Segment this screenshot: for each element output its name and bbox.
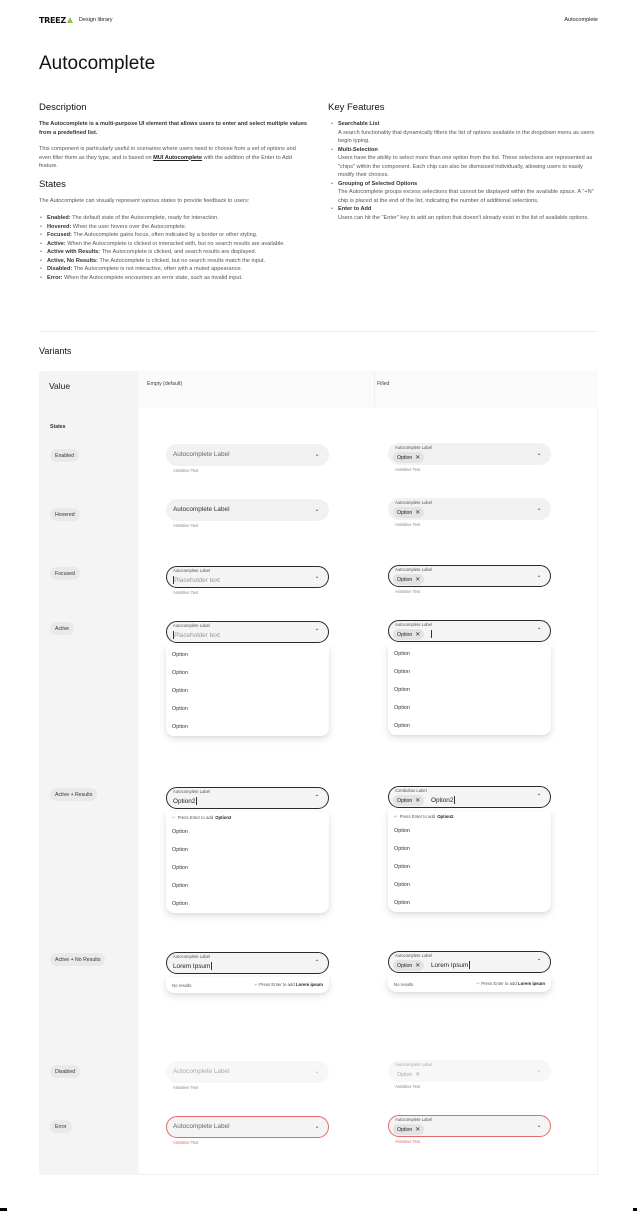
assistive-text: Assistive Text xyxy=(395,1084,421,1089)
enter-to-add-row[interactable] xyxy=(166,812,329,823)
states-list-item xyxy=(39,231,309,240)
brand[interactable] xyxy=(39,16,112,25)
state-pill-error: Error xyxy=(50,1120,72,1133)
option-chip xyxy=(393,1069,424,1080)
autocomplete-focused-empty[interactable] xyxy=(166,566,329,588)
description-body-text: This component is particularly useful in scenarios where users need to choose from a set of options and even filter them as they type, and is based on xyxy=(39,146,296,161)
state-term: Error: xyxy=(47,274,63,281)
states-intro: The Autocomplete can visually represent various states to provide feedback to users: xyxy=(39,197,250,204)
state-desc: When the user hovers over the Autocomplete. xyxy=(71,223,187,230)
variants-table xyxy=(39,371,598,1175)
description-column xyxy=(39,102,309,282)
enter-key-icon: ↵ xyxy=(394,813,398,819)
chip-label: Option xyxy=(397,576,413,583)
chip-label: Option xyxy=(397,962,413,969)
field-label: Autocomplete Label xyxy=(395,445,433,450)
state-pill-active-no-results: Active + No Results xyxy=(50,953,105,966)
autocomplete-enabled-filled[interactable] xyxy=(388,443,551,465)
autocomplete-hovered-empty[interactable] xyxy=(166,499,329,521)
states-list xyxy=(39,214,309,282)
feature-item xyxy=(328,146,598,180)
variants-heading: Variants xyxy=(39,346,72,356)
assistive-text: Assistive Text xyxy=(173,468,199,473)
field-label: Autocomplete Label xyxy=(173,1068,230,1075)
dropdown-option[interactable]: Option xyxy=(172,865,188,871)
feature-title: • Multi-Selection xyxy=(328,146,598,155)
assistive-text-error: Assistive Text xyxy=(173,1140,199,1145)
enter-to-add-row[interactable] xyxy=(476,981,545,987)
typed-value: Option2 xyxy=(173,797,196,805)
dropdown-option[interactable]: Option xyxy=(394,669,410,675)
state-term: Active, No Results: xyxy=(47,257,98,264)
dropdown-option[interactable]: Option xyxy=(172,670,188,676)
enter-key-icon: ↵ xyxy=(254,982,259,987)
no-results-row xyxy=(166,977,329,993)
enter-to-add-value: Lorem ipsum xyxy=(296,982,323,987)
option-chip[interactable] xyxy=(393,507,424,518)
chip-label: Option xyxy=(397,1071,413,1078)
no-results-text: No results xyxy=(394,981,414,987)
option-chip[interactable] xyxy=(393,960,424,971)
autocomplete-input[interactable] xyxy=(431,796,454,804)
typed-value: Lorem Ipsum xyxy=(431,961,469,969)
dropdown-option[interactable]: Option xyxy=(394,846,410,852)
key-features-heading: Key Features xyxy=(328,102,385,113)
feature-title: • Grouping of Selected Options xyxy=(328,180,598,189)
feature-desc: The Autocomplete groups excess selections that cannot be displayed within the available space. A "+N" chip is placed at the end of the list, indicating the number of additional selections. xyxy=(338,189,594,204)
state-desc: The default state of the Autocomplete, ready for interaction. xyxy=(70,215,219,221)
column-separator xyxy=(374,371,375,407)
text-cursor xyxy=(431,630,432,638)
options-dropdown xyxy=(166,812,329,913)
state-pill-disabled: Disabled xyxy=(50,1065,80,1078)
autocomplete-input[interactable] xyxy=(173,631,220,639)
option-chip[interactable] xyxy=(393,1124,424,1135)
close-icon[interactable]: ✕ xyxy=(415,509,421,516)
field-label: Autocomplete Label xyxy=(173,451,230,458)
assistive-text: Assistive Text xyxy=(173,1085,199,1090)
autocomplete-input[interactable] xyxy=(173,576,220,584)
close-icon: ✕ xyxy=(415,1071,421,1078)
text-cursor xyxy=(196,797,197,805)
chevron-down-icon[interactable]: ⌄ xyxy=(314,574,320,580)
autocomplete-active-no-results-empty[interactable] xyxy=(166,952,329,974)
no-results-text: No results xyxy=(172,982,192,988)
enter-to-add-prefix: Press Enter to add xyxy=(177,815,214,820)
enter-key-icon: ↵ xyxy=(172,814,176,820)
dropdown-option[interactable]: Option xyxy=(172,688,188,694)
field-label: Autocomplete Label xyxy=(173,789,211,794)
options-dropdown xyxy=(388,645,551,735)
dropdown-option[interactable]: Option xyxy=(394,705,410,711)
field-label: Autocomplete Label xyxy=(395,953,433,958)
chevron-down-icon[interactable]: ⌄ xyxy=(536,1123,542,1129)
state-term: Active with Results: xyxy=(47,249,101,255)
state-pill-active-results: Active + Results xyxy=(50,788,97,801)
text-cursor xyxy=(469,961,470,969)
state-term: Focused: xyxy=(47,232,72,238)
section-divider xyxy=(39,331,598,332)
feature-desc: A search functionality that dynamically filters the list of options available in the dropdown menu as users begin typing. xyxy=(338,129,595,144)
feature-item xyxy=(328,120,598,146)
corner-marker xyxy=(633,1208,637,1211)
autocomplete-focused-filled[interactable] xyxy=(388,565,551,587)
state-desc: The Autocomplete is clicked, and search results are displayed. xyxy=(100,249,257,255)
feature-item xyxy=(328,205,598,222)
chevron-up-icon[interactable]: ⌃ xyxy=(536,628,542,634)
assistive-text: Assistive Text xyxy=(173,523,199,528)
page-title: Autocomplete xyxy=(39,53,156,74)
column-header-filled: Filled xyxy=(377,381,390,387)
chip-label: Option xyxy=(397,631,413,638)
enter-to-add-value: Lorem ipsum xyxy=(518,981,545,986)
dropdown-option[interactable]: Option xyxy=(172,706,188,712)
field-label: Autocomplete Label xyxy=(173,954,211,959)
state-desc: The Autocomplete gains focus, often indicated by a border or other styling. xyxy=(71,232,258,238)
state-desc: The Autocomplete is not interactive, often with a muted appearance. xyxy=(72,266,243,272)
assistive-text: Assistive Text xyxy=(395,467,421,472)
text-cursor xyxy=(211,962,212,970)
enter-to-add-prefix: Press Enter to add xyxy=(259,982,295,987)
chevron-down-icon[interactable]: ⌄ xyxy=(536,451,542,457)
option-chip[interactable] xyxy=(393,574,424,585)
corner-marker xyxy=(0,1208,7,1211)
feature-item xyxy=(328,180,598,206)
field-label: Autocomplete Label xyxy=(395,500,433,505)
feature-title: • Searchable List xyxy=(328,120,598,129)
option-chip[interactable] xyxy=(393,795,424,806)
description-lead: The Autocomplete is a multi-purpose UI element that allows users to enter and select multiple values from a predefined list. xyxy=(39,121,308,136)
chevron-down-icon: ⌄ xyxy=(536,1068,542,1074)
chevron-down-icon[interactable]: ⌄ xyxy=(536,573,542,579)
value-column xyxy=(39,371,138,1175)
assistive-text: Assistive Text xyxy=(173,590,199,595)
key-features-column xyxy=(328,102,598,222)
dropdown-option[interactable]: Option xyxy=(172,847,188,853)
states-label: States xyxy=(50,424,66,430)
enter-to-add-value: Option2 xyxy=(437,814,454,819)
close-icon[interactable]: ✕ xyxy=(415,454,421,461)
chevron-down-icon[interactable]: ⌄ xyxy=(536,506,542,512)
chevron-up-icon[interactable]: ⌃ xyxy=(536,959,542,965)
dropdown-option[interactable]: Option xyxy=(394,723,410,729)
dropdown-option[interactable]: Option xyxy=(394,882,410,888)
logo-text: TREEZ xyxy=(39,15,66,25)
states-list-item xyxy=(39,214,309,223)
dropdown-option[interactable]: Option xyxy=(172,724,188,730)
enter-to-add-row[interactable] xyxy=(254,982,323,988)
states-heading: States xyxy=(39,178,66,190)
typed-value: Lorem Ipsum xyxy=(173,962,211,970)
assistive-text: Assistive Text xyxy=(395,589,421,594)
value-header: Value xyxy=(49,381,71,391)
field-label: Autocomplete Label xyxy=(395,1117,433,1122)
autocomplete-input[interactable] xyxy=(173,962,211,970)
dropdown-option[interactable]: Option xyxy=(394,687,410,693)
chevron-up-icon[interactable]: ⌃ xyxy=(536,794,542,800)
states-list-item xyxy=(39,248,309,257)
placeholder-text: Placeholder text xyxy=(174,576,220,584)
top-bar xyxy=(39,14,598,26)
state-desc: When the Autocomplete is clicked or interacted with, but no search results are available. xyxy=(65,240,285,247)
state-term: Enabled: xyxy=(47,215,71,221)
chevron-down-icon[interactable]: ⌄ xyxy=(314,452,320,458)
chevron-down-icon[interactable]: ⌄ xyxy=(314,1124,320,1130)
options-dropdown xyxy=(388,811,551,912)
option-chip[interactable] xyxy=(393,452,424,463)
field-label: Autocomplete Label xyxy=(173,506,230,513)
description-heading: Description xyxy=(39,102,87,113)
feature-desc: Users have the ability to select more than one option from the list. These selections are represented as "chips" within the component. Each chip can also be dismissed individually, allowing users to easily modify their choices. xyxy=(338,155,593,178)
dropdown-option[interactable]: Option xyxy=(172,901,188,907)
autocomplete-active-empty[interactable] xyxy=(166,621,329,643)
close-icon[interactable]: ✕ xyxy=(415,1126,421,1133)
field-label: Autocomplete Label xyxy=(395,1062,433,1067)
chevron-up-icon[interactable]: ⌃ xyxy=(314,629,320,635)
enter-key-icon: ↵ xyxy=(476,981,481,986)
assistive-text-error: Assistive Text xyxy=(395,1139,421,1144)
state-pill-active: Active xyxy=(50,622,74,635)
close-icon[interactable]: ✕ xyxy=(415,797,421,804)
states-list-item xyxy=(39,274,309,283)
chevron-down-icon: ⌄ xyxy=(314,1069,320,1075)
option-chip[interactable] xyxy=(393,629,424,640)
states-list-item xyxy=(39,240,309,249)
autocomplete-hovered-filled[interactable] xyxy=(388,498,551,520)
feature-title: • Enter to Add xyxy=(328,205,598,214)
state-pill-enabled: Enabled xyxy=(50,449,79,462)
treez-logo xyxy=(39,16,73,25)
state-term: Disabled: xyxy=(47,266,73,272)
text-cursor xyxy=(454,796,455,804)
dropdown-option[interactable]: Option xyxy=(394,828,410,834)
close-icon[interactable]: ✕ xyxy=(415,962,421,969)
assistive-text: Assistive Text xyxy=(395,522,421,527)
description-body-text-end: with the addition of the Enter to Add feature. xyxy=(39,154,292,169)
placeholder-text: Placeholder text xyxy=(174,631,220,639)
state-pill-hovered: Hovered xyxy=(50,508,80,521)
brand-subtitle: Design library xyxy=(78,17,113,23)
no-results-dropdown xyxy=(166,977,329,993)
enter-to-add-prefix: Press Enter to add xyxy=(399,814,436,819)
close-icon[interactable]: ✕ xyxy=(415,576,421,583)
enter-to-add-value: Option2 xyxy=(215,815,232,820)
close-icon[interactable]: ✕ xyxy=(415,631,421,638)
chevron-down-icon[interactable]: ⌄ xyxy=(314,507,320,513)
states-list-item xyxy=(39,223,309,232)
chip-label: Option xyxy=(397,454,413,461)
dropdown-option[interactable]: Option xyxy=(394,864,410,870)
mui-autocomplete-link[interactable]: MUI Autocomplete xyxy=(153,154,203,161)
chevron-up-icon[interactable]: ⌃ xyxy=(314,795,320,801)
chip-label: Option xyxy=(397,509,413,516)
logo-triangle-icon xyxy=(67,17,73,23)
state-desc: The Autocomplete is clicked, but no search results match the input. xyxy=(97,257,266,264)
states-list-item xyxy=(39,265,309,274)
field-label: Autocomplete Label xyxy=(395,622,433,627)
field-label: Combobox Label xyxy=(395,788,427,793)
field-label: Autocomplete Label xyxy=(173,1123,230,1130)
field-label: Autocomplete Label xyxy=(173,568,211,573)
dropdown-option[interactable]: Option xyxy=(394,651,410,657)
chip-label: Option xyxy=(397,1126,413,1133)
autocomplete-disabled-empty xyxy=(166,1061,329,1083)
column-header-empty: Empty (default) xyxy=(147,381,183,387)
autocomplete-active-no-results-filled[interactable] xyxy=(388,951,551,973)
autocomplete-input[interactable] xyxy=(431,961,469,969)
autocomplete-disabled-filled xyxy=(388,1060,551,1082)
dropdown-option[interactable]: Option xyxy=(172,883,188,889)
state-pill-focused: Focused xyxy=(50,567,80,580)
typed-value: Option2 xyxy=(431,796,454,804)
feature-desc: Users can hit the "Enter" key to add an option that doesn't already exist in the list of available options. xyxy=(338,214,589,221)
autocomplete-error-filled[interactable] xyxy=(388,1115,551,1137)
no-results-row xyxy=(388,976,551,992)
state-desc: When the Autocomplete encounters an error state, such as invalid input. xyxy=(62,274,243,281)
nav-link-autocomplete[interactable]: Autocomplete xyxy=(564,17,598,23)
state-term: Hovered: xyxy=(47,223,72,230)
field-label: Autocomplete Label xyxy=(395,567,433,572)
dropdown-option[interactable]: Option xyxy=(172,652,188,658)
autocomplete-enabled-empty[interactable] xyxy=(166,444,329,466)
options-dropdown xyxy=(166,646,329,736)
enter-to-add-prefix: Press Enter to add xyxy=(481,981,517,986)
chip-label: Option xyxy=(397,797,413,804)
description-body xyxy=(39,145,309,171)
autocomplete-active-results-empty[interactable] xyxy=(166,787,329,809)
no-results-dropdown xyxy=(388,976,551,992)
chevron-up-icon[interactable]: ⌃ xyxy=(314,960,320,966)
autocomplete-input[interactable] xyxy=(173,797,196,805)
autocomplete-input[interactable] xyxy=(431,630,432,638)
autocomplete-active-results-filled[interactable] xyxy=(388,786,551,808)
states-list-item xyxy=(39,257,309,266)
dropdown-option[interactable]: Option xyxy=(172,829,188,835)
autocomplete-active-filled[interactable] xyxy=(388,620,551,642)
dropdown-option[interactable]: Option xyxy=(394,900,410,906)
state-term: Active: xyxy=(47,240,66,247)
field-label: Autocomplete Label xyxy=(173,623,211,628)
autocomplete-error-empty[interactable] xyxy=(166,1116,329,1138)
enter-to-add-row[interactable] xyxy=(388,811,551,822)
